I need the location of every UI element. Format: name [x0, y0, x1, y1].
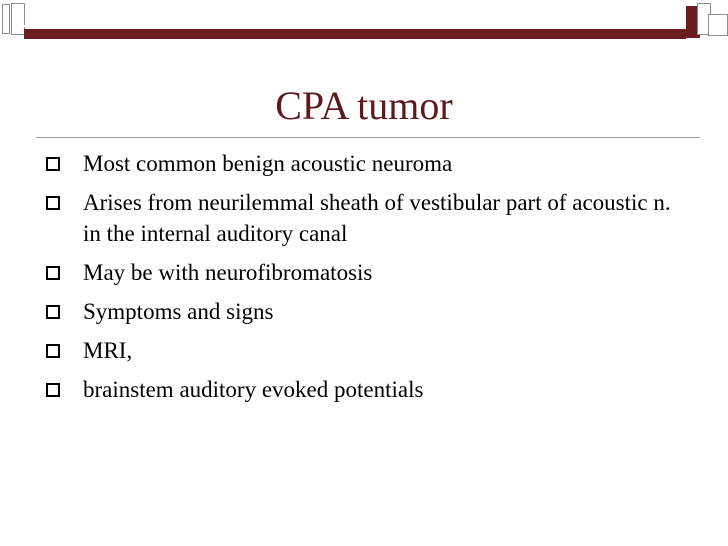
bullet-text: Most common benign acoustic neuroma: [83, 151, 453, 176]
hollow-square-icon: [46, 344, 60, 358]
bullet-text: Symptoms and signs: [83, 299, 274, 324]
hollow-square-icon: [46, 157, 60, 171]
title-divider: [36, 137, 700, 138]
decorative-square: [708, 14, 728, 36]
bullet-item: [44, 187, 694, 249]
decorative-square: [2, 4, 10, 34]
header-accent-line: [24, 25, 686, 27]
hollow-square-icon: [46, 305, 60, 319]
slide-title: CPA tumor: [275, 83, 453, 128]
decorative-header-band: [0, 0, 728, 40]
decorative-square: [11, 3, 25, 35]
bullet-text: Arises from neurilemmal sheath of vestibular part of acoustic n. in the internal auditory canal: [83, 190, 671, 246]
bullet-item: [44, 148, 694, 179]
hollow-square-icon: [46, 383, 60, 397]
bullet-item: [44, 335, 694, 366]
hollow-square-icon: [46, 266, 60, 280]
bullet-list: [44, 148, 694, 413]
bullet-text: brainstem auditory evoked potentials: [83, 377, 424, 402]
hollow-square-icon: [46, 196, 60, 210]
bullet-text: May be with neurofibromatosis: [83, 260, 373, 285]
bullet-item: [44, 257, 694, 288]
header-accent-bar: [24, 29, 686, 39]
bullet-item: [44, 296, 694, 327]
bullet-item: [44, 374, 694, 405]
bullet-text: MRI,: [83, 338, 133, 363]
